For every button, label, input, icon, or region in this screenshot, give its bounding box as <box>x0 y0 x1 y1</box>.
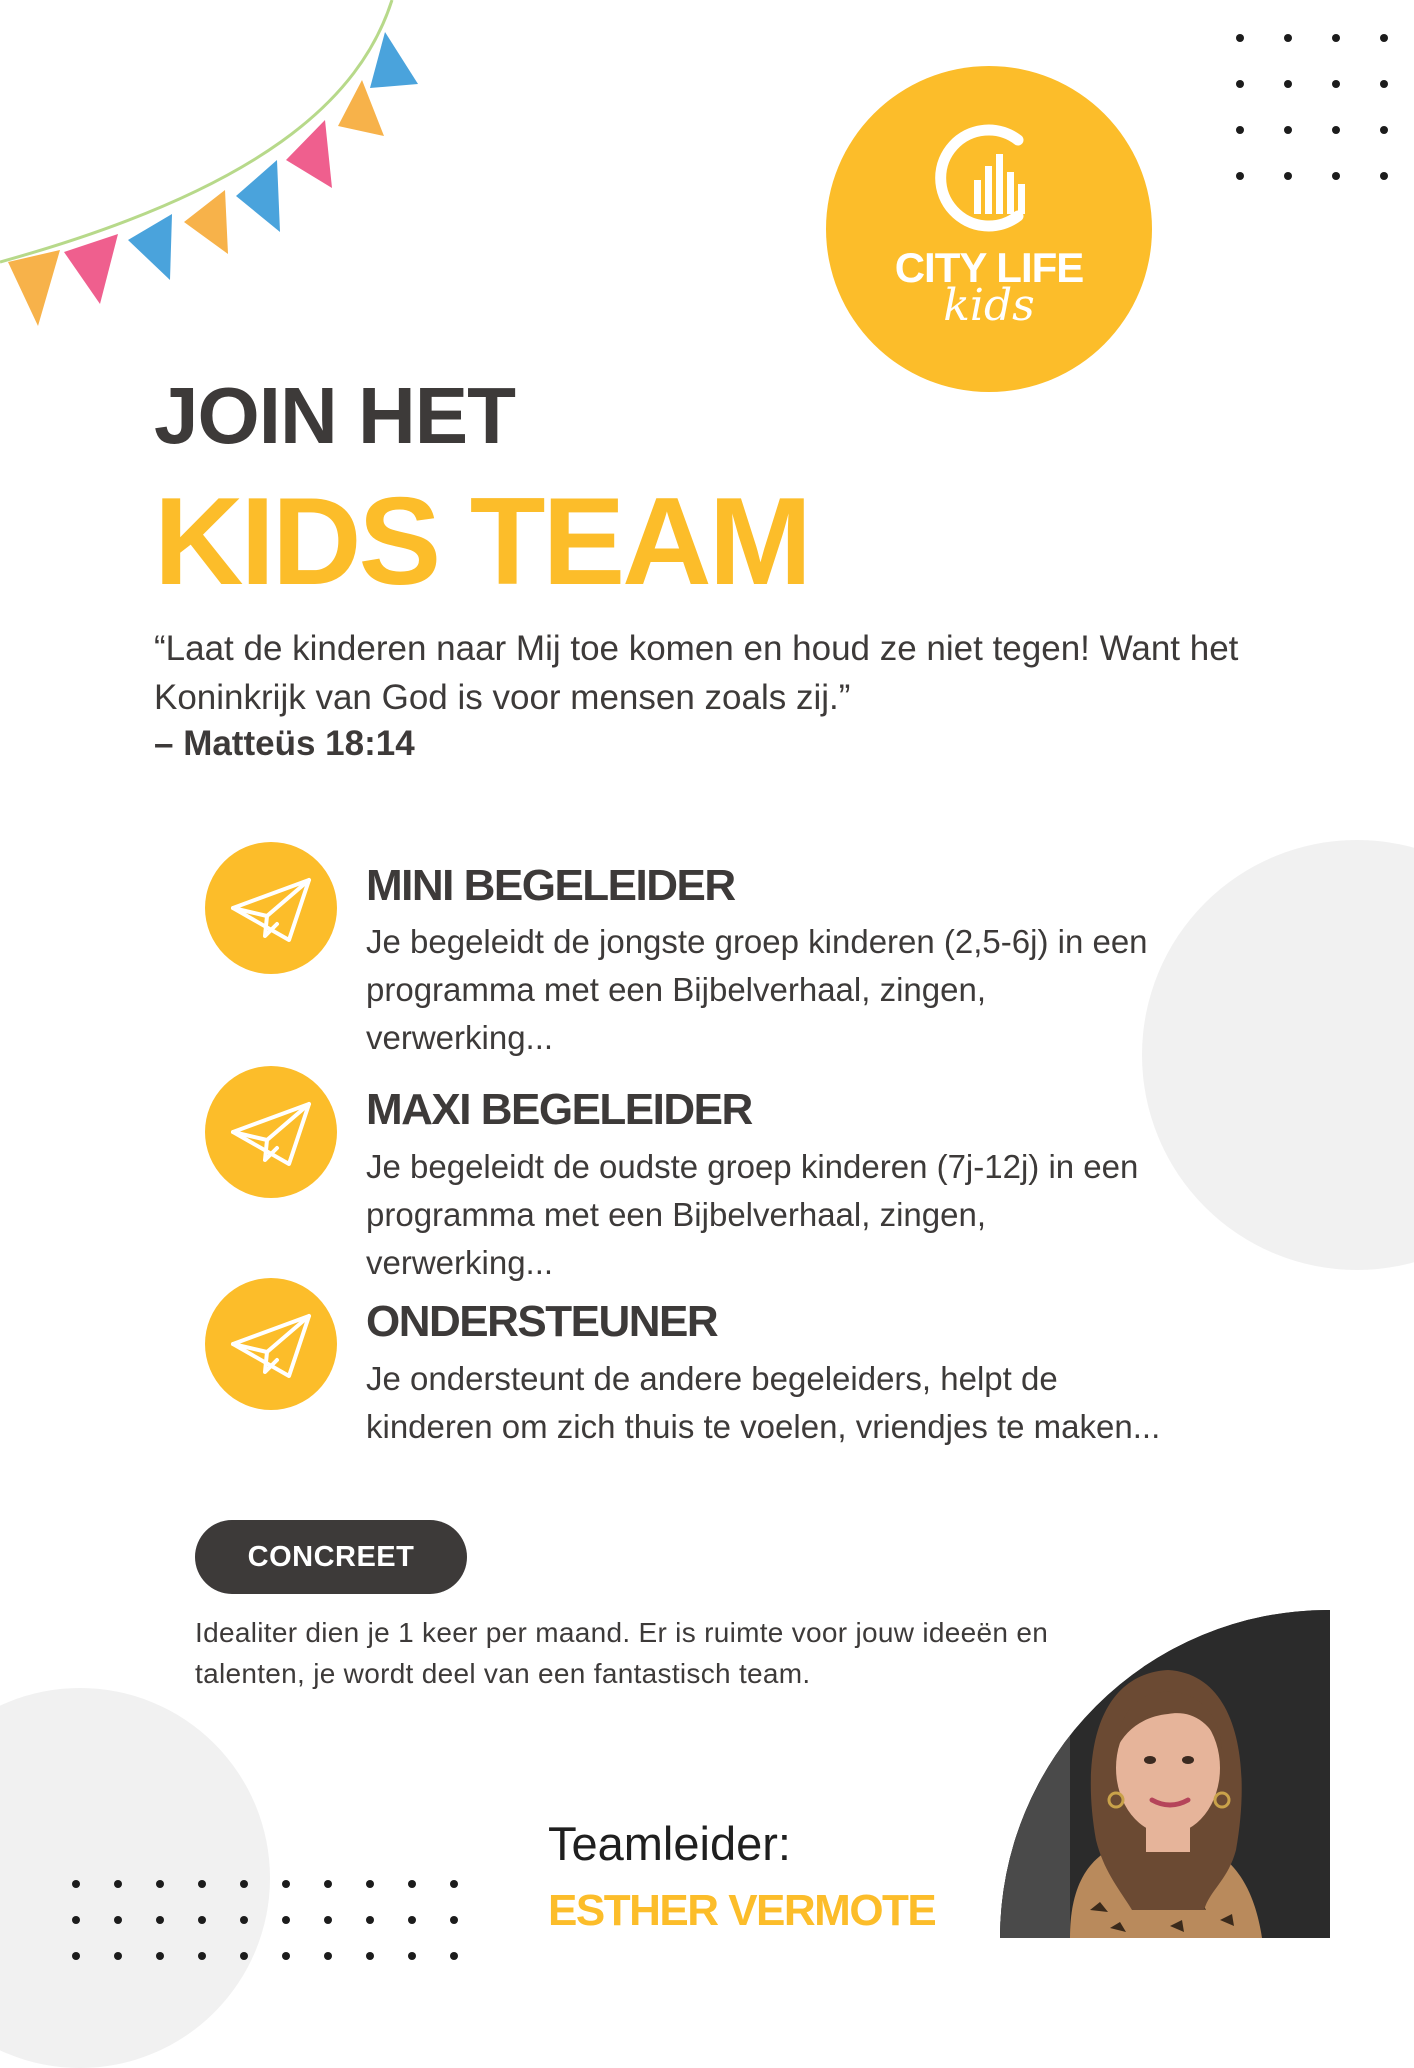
heading-kids-team: KIDS TEAM <box>154 473 809 611</box>
decorative-circle-left <box>0 1688 270 2068</box>
role-title-ondersteuner: ONDERSTEUNER <box>366 1297 718 1346</box>
team-leader-name: ESTHER VERMOTE <box>548 1886 936 1935</box>
role-title-mini-begeleider: MINI BEGELEIDER <box>366 861 735 910</box>
dot-grid-top-right <box>1236 34 1388 180</box>
paper-plane-icon <box>205 842 337 974</box>
bunting-garland <box>0 0 430 340</box>
bible-reference: – Matteüs 18:14 <box>154 724 415 763</box>
heading-join-het: JOIN HET <box>154 371 515 460</box>
role-title-maxi-begeleider: MAXI BEGELEIDER <box>366 1085 752 1134</box>
role-description-ondersteuner: Je ondersteunt de andere begeleiders, helpt de kinderen om zich thuis te voelen, vriendjes te maken... <box>366 1360 1161 1445</box>
city-skyline-icon <box>930 118 1050 238</box>
paper-plane-icon <box>205 1278 337 1410</box>
decorative-circle-right <box>1142 840 1414 1270</box>
role-description-mini-begeleider: Je begeleidt de jongste groep kinderen (2,5-6j) in een programma met een Bijbelverhaal, zingen, verwerking... <box>366 923 1148 1056</box>
concreet-badge: CONCREET <box>195 1520 467 1594</box>
logo-text-kids: kids <box>943 280 1035 331</box>
concreet-description: Idealiter dien je 1 keer per maand. Er is ruimte voor jouw ideeën en talenten, je wordt deel van een fantastisch team. <box>195 1617 1049 1689</box>
paper-plane-icon <box>205 1066 337 1198</box>
bible-quote: “Laat de kinderen naar Mij toe komen en houd ze niet tegen! Want het Koninkrijk van God is voor mensen zoals zij.” <box>154 629 1239 717</box>
dot-grid-bottom-left <box>72 1880 458 1960</box>
city-life-kids-logo <box>826 66 1152 392</box>
team-leader-label: Teamleider: <box>548 1817 791 1870</box>
logo-text-city-life: CITY LIFE <box>894 244 1084 291</box>
role-description-maxi-begeleider: Je begeleidt de oudste groep kinderen (7j-12j) in een programma met een Bijbelverhaal, zingen, verwerking... <box>366 1148 1139 1281</box>
